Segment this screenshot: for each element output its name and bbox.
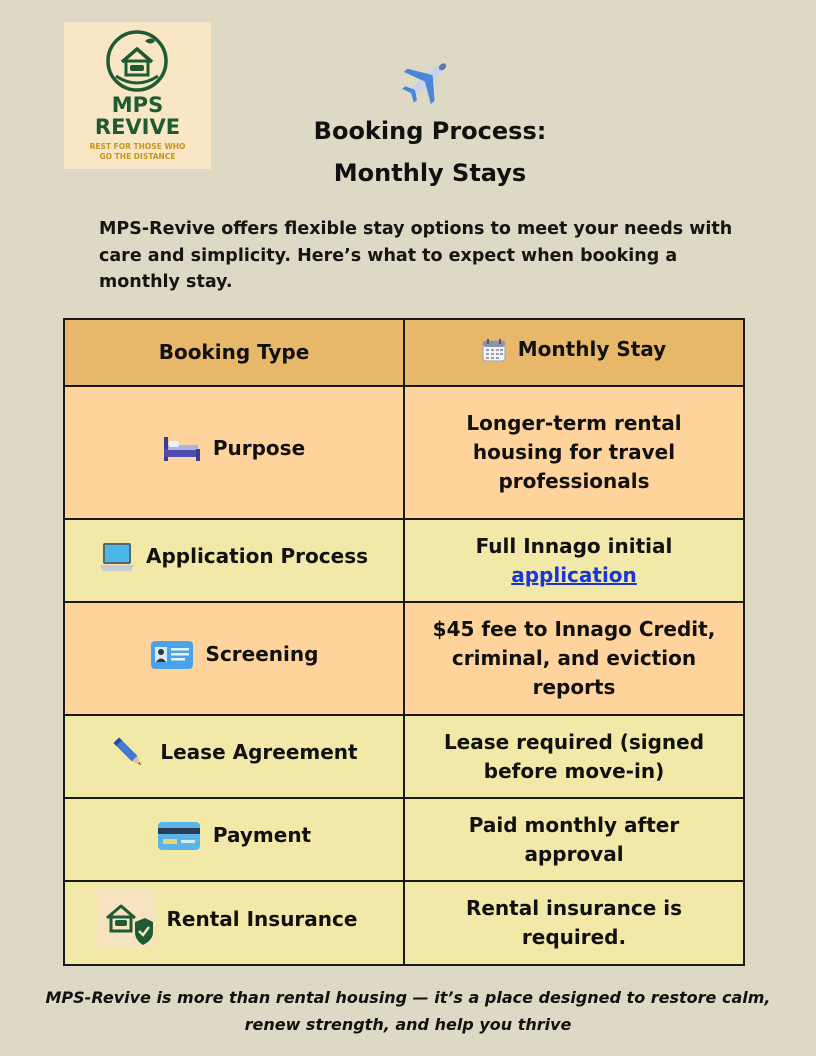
table-row-screening <box>64 602 744 715</box>
footer-tagline: MPS-Revive is more than rental housing — it’s a place designed to restore calm, renew strength, and help you thrive <box>45 988 771 1034</box>
cell-type-lease <box>64 715 404 798</box>
type-label-insurance: Rental Insurance <box>166 906 358 931</box>
house-leaf-icon <box>102 28 172 94</box>
logo-tagline-line2: GO THE DISTANCE <box>99 152 176 161</box>
type-label-screening: Screening <box>205 642 319 666</box>
pen-icon <box>110 734 148 772</box>
detail-application-text: Full Innago initial <box>475 533 673 558</box>
type-label-application: Application Process <box>145 544 369 568</box>
type-label-payment: Payment <box>212 823 312 847</box>
cell-detail-insurance: Rental insurance is required. <box>404 881 744 965</box>
credit-card-icon <box>157 821 201 851</box>
cell-detail-application <box>404 519 744 602</box>
logo-tagline-line1: REST FOR THOSE WHO <box>89 142 186 151</box>
calendar-icon <box>482 338 506 362</box>
header-monthly-stay-label: Monthly Stay <box>517 337 667 362</box>
table-row-purpose <box>64 386 744 519</box>
table-row-application <box>64 519 744 602</box>
id-card-icon <box>150 640 194 670</box>
booking-table <box>63 318 745 966</box>
table-row-lease <box>64 715 744 798</box>
application-link[interactable]: application <box>511 562 637 587</box>
logo <box>64 22 211 169</box>
table-row-insurance <box>64 881 744 965</box>
page-title-line2: Monthly Stays <box>333 159 527 187</box>
home-shield-icon <box>97 890 155 948</box>
laptop-icon <box>100 542 134 572</box>
intro-paragraph: MPS-Revive offers flexible stay options to meet your needs with care and simplicity. Here’s what to expect when booking a monthly stay. <box>99 219 733 292</box>
logo-tagline <box>64 142 211 162</box>
logo-name-line2: REVIVE <box>94 115 181 139</box>
page-title <box>230 110 630 194</box>
cell-type-payment <box>64 798 404 881</box>
cell-type-application <box>64 519 404 602</box>
header-monthly-stay <box>404 319 744 386</box>
airplane-icon <box>402 54 454 104</box>
cell-type-screening <box>64 602 404 715</box>
table-header-row <box>64 319 744 386</box>
cell-detail-purpose: Longer-term rental housing for travel professionals <box>404 386 744 519</box>
logo-name-line1: MPS <box>111 93 164 117</box>
cell-detail-payment: Paid monthly after approval <box>404 798 744 881</box>
bed-icon <box>163 435 201 463</box>
page-title-line1: Booking Process: <box>313 117 547 145</box>
type-label-lease: Lease Agreement <box>160 740 358 764</box>
table-row-payment <box>64 798 744 881</box>
cell-detail-screening: $45 fee to Innago Credit, criminal, and eviction reports <box>404 602 744 715</box>
header-booking-type-label: Booking Type <box>158 340 310 364</box>
type-label-purpose: Purpose <box>212 436 306 461</box>
cell-type-purpose <box>64 386 404 519</box>
header-booking-type <box>64 319 404 386</box>
cell-type-insurance <box>64 881 404 965</box>
cell-detail-lease: Lease required (signed before move-in) <box>404 715 744 798</box>
